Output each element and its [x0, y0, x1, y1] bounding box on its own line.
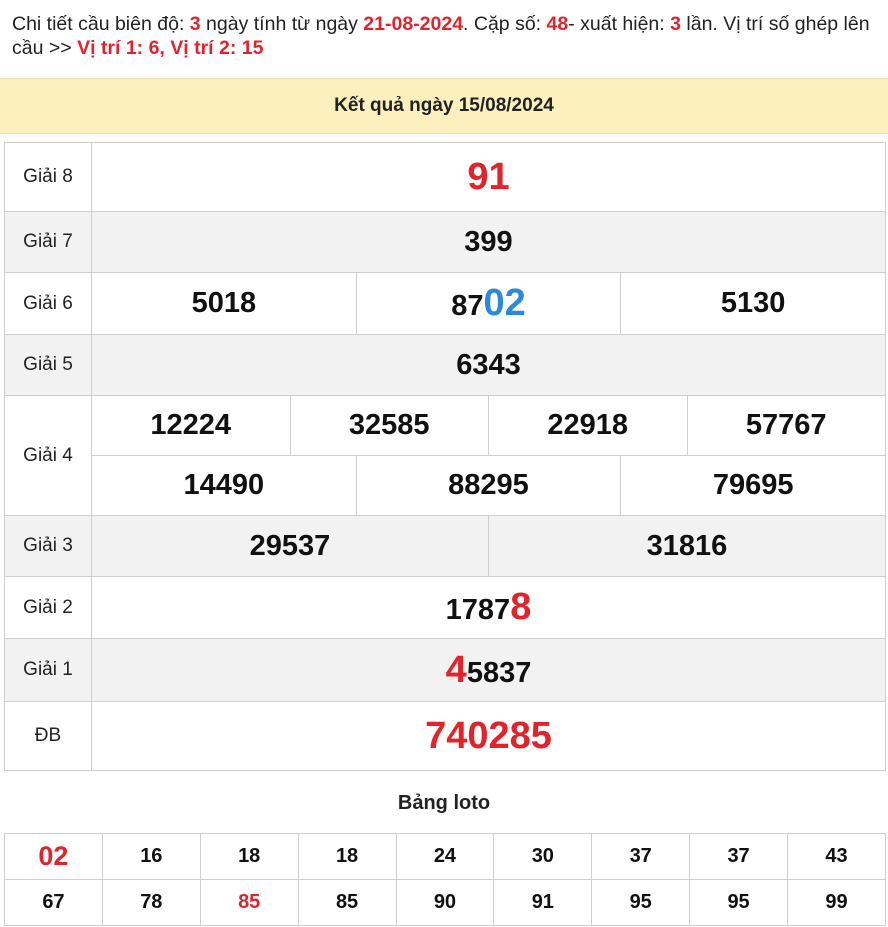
- label-giai-1: Giải 1: [5, 639, 92, 702]
- loto-cell: 91: [494, 880, 592, 926]
- loto-cell: 95: [690, 880, 788, 926]
- value-giai-1: [92, 639, 886, 702]
- giai-4-number-2: 32585: [348, 409, 430, 441]
- label-giai-2: Giải 2: [5, 577, 92, 639]
- row-giai-4-a: [5, 396, 886, 456]
- giai-4-number-7: 79695: [712, 469, 794, 501]
- giai-1-number-highlight: 4: [445, 648, 467, 691]
- giai-4-number-4: 57767: [745, 409, 827, 441]
- row-giai-7: [5, 212, 886, 273]
- loto-cell: 85: [200, 880, 298, 926]
- label-giai-8: Giải 8: [5, 143, 92, 212]
- loto-cell: 24: [396, 834, 494, 880]
- giai-3-number-1: 29537: [249, 529, 331, 562]
- giai-8-number: 91: [467, 155, 510, 198]
- giai-4-number-6: 88295: [448, 469, 529, 501]
- info-text-1: ngày tính từ ngày: [200, 13, 364, 35]
- giai-1-number-tail: 5837: [466, 656, 532, 689]
- giai-4-number-3: 22918: [547, 409, 629, 441]
- giai-4-number-1: 12224: [150, 409, 232, 441]
- value-dac-biet: [92, 702, 886, 771]
- value-giai-5: [92, 335, 886, 396]
- loto-cell: 30: [494, 834, 592, 880]
- loto-cell: 18: [298, 834, 396, 880]
- info-prefix: Chi tiết cầu biên độ:: [12, 13, 190, 35]
- result-date-banner: Kết quả ngày 15/08/2024: [0, 78, 888, 134]
- loto-cell: 43: [788, 834, 886, 880]
- loto-cell: 37: [592, 834, 690, 880]
- loto-row-1: [5, 834, 886, 880]
- row-giai-6: [5, 273, 886, 335]
- loto-cell: 78: [102, 880, 200, 926]
- loto-cell: 99: [788, 880, 886, 926]
- label-giai-3: Giải 3: [5, 516, 92, 577]
- info-times: 3: [670, 13, 681, 35]
- loto-cell: 16: [102, 834, 200, 880]
- label-giai-4: Giải 4: [5, 396, 92, 516]
- label-giai-5: Giải 5: [5, 335, 92, 396]
- loto-cell: 90: [396, 880, 494, 926]
- giai-4-number-5: 14490: [183, 469, 265, 501]
- loto-cell: 85: [298, 880, 396, 926]
- giai-6-number-2: [451, 282, 526, 325]
- giai-1-number: [445, 648, 532, 691]
- giai-7-number: 399: [464, 225, 513, 258]
- cau-info-text: [12, 12, 882, 60]
- row-giai-8: [5, 143, 886, 212]
- value-giai-8: [92, 143, 886, 212]
- info-positions: Vị trí 1: 6, Vị trí 2: 15: [77, 37, 264, 59]
- giai-5-number: 6343: [456, 348, 521, 381]
- giai-2-number-head: 1787: [445, 594, 511, 626]
- loto-cell: 37: [690, 834, 788, 880]
- giai-6-number-2-highlight: 02: [483, 282, 526, 324]
- values-giai-4-row-1: [92, 396, 886, 456]
- results-table: [4, 142, 886, 771]
- giai-6-number-3: 5130: [720, 287, 786, 319]
- row-giai-5: [5, 335, 886, 396]
- label-giai-6: Giải 6: [5, 273, 92, 335]
- info-date: 21-08-2024: [363, 13, 464, 35]
- value-giai-7: [92, 212, 886, 273]
- info-text-3: - xuất hiện:: [568, 13, 671, 35]
- loto-cell: 95: [592, 880, 690, 926]
- info-days: 3: [189, 13, 201, 35]
- values-giai-6: [92, 273, 886, 335]
- loto-cell: 18: [200, 834, 298, 880]
- values-giai-3: [92, 516, 886, 577]
- dac-biet-number: 740285: [425, 714, 552, 757]
- value-giai-2: [92, 577, 886, 639]
- info-text-2: . Cặp số:: [463, 13, 547, 35]
- info-pair: 48: [546, 13, 569, 35]
- loto-row-2: [5, 880, 886, 926]
- label-giai-7: Giải 7: [5, 212, 92, 273]
- row-giai-2: [5, 577, 886, 639]
- loto-cell: 02: [5, 834, 103, 880]
- row-giai-3: [5, 516, 886, 577]
- loto-cell: 67: [5, 880, 103, 926]
- loto-table: [4, 833, 886, 926]
- giai-3-number-2: 31816: [646, 529, 728, 562]
- giai-2-number-highlight: 8: [510, 586, 532, 628]
- loto-table-title: Bảng loto: [397, 792, 491, 814]
- label-dac-biet: ĐB: [5, 702, 92, 771]
- row-giai-1: [5, 639, 886, 702]
- values-giai-4-row-2: [92, 456, 886, 516]
- giai-6-number-2-head: 87: [451, 290, 484, 322]
- row-dac-biet: [5, 702, 886, 771]
- info-text-4: lần. Vị trí số ghép lên cầu >>: [12, 13, 870, 59]
- giai-2-number: [445, 586, 532, 628]
- row-giai-4-b: [5, 456, 886, 516]
- giai-6-number-1: 5018: [191, 287, 257, 319]
